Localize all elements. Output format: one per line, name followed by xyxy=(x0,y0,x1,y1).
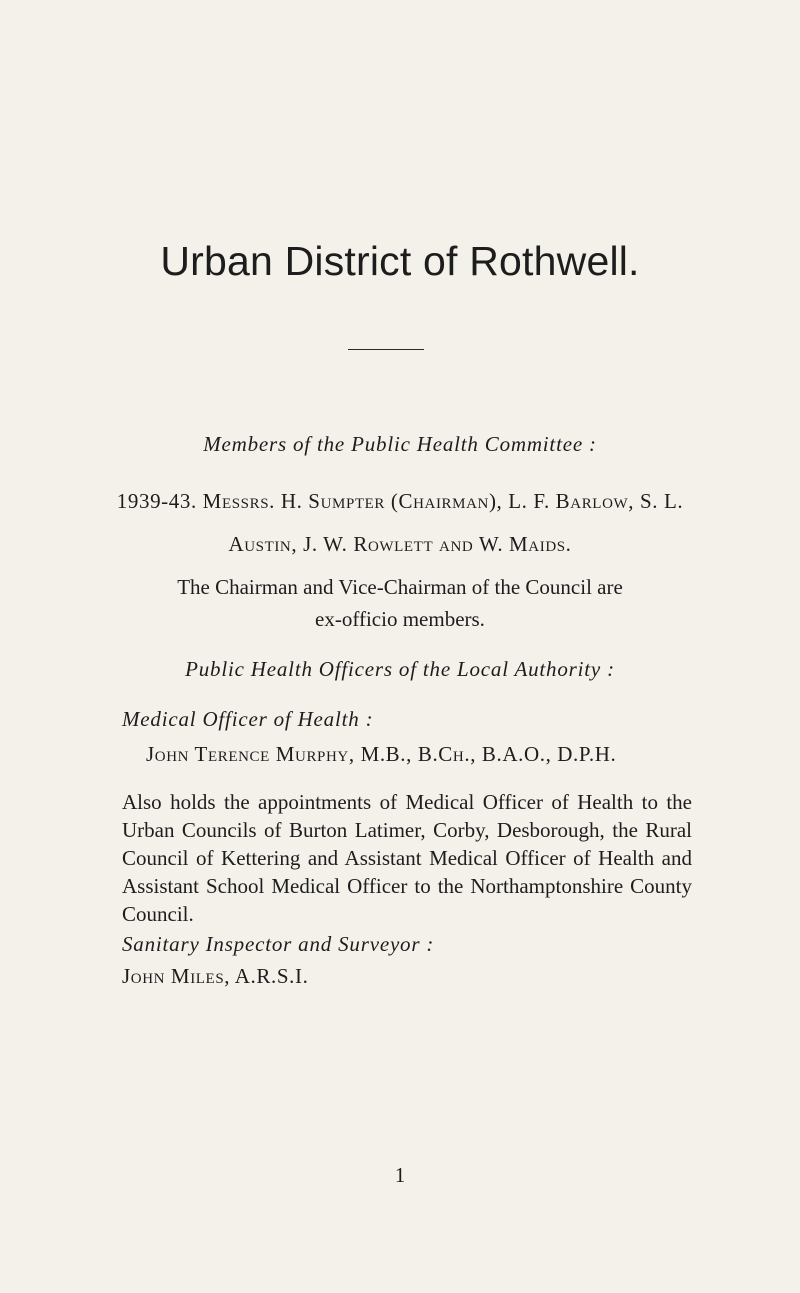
sanitary-heading: Sanitary Inspector and Surveyor : xyxy=(122,932,435,956)
moh-name: John Terence Murphy, M.B., B.Ch., B.A.O., D.P.H. xyxy=(146,742,617,766)
appointments-paragraph: Also holds the appointments of Medical Officer of Health to the Urban Councils of Burton Latimer, Corby, Desborough, the Rural Council of Kettering and Assistant Medical Officer of Health and Assistant School Medical Officer to the Northamptonshire County Council. xyxy=(122,790,692,926)
exofficio-line-2: ex-officio members. xyxy=(315,607,485,631)
members-line-1: 1939-43. Messrs. H. Sumpter (Chairman), L. F. Barlow, S. L. xyxy=(116,489,684,513)
committee-heading: Members of the Public Health Committee : xyxy=(203,432,597,456)
title-divider xyxy=(348,349,424,350)
members-line-2: Austin, J. W. Rowlett and W. Maids. xyxy=(228,532,572,556)
moh-heading: Medical Officer of Health : xyxy=(122,707,374,731)
sanitary-name: John Miles, A.R.S.I. xyxy=(122,964,309,988)
page-number: 1 xyxy=(394,1163,406,1187)
officers-heading: Public Health Officers of the Local Authority : xyxy=(185,657,615,681)
document-title: Urban District of Rothwell. xyxy=(160,238,640,284)
exofficio-line-1: The Chairman and Vice-Chairman of the Council are xyxy=(177,575,623,599)
